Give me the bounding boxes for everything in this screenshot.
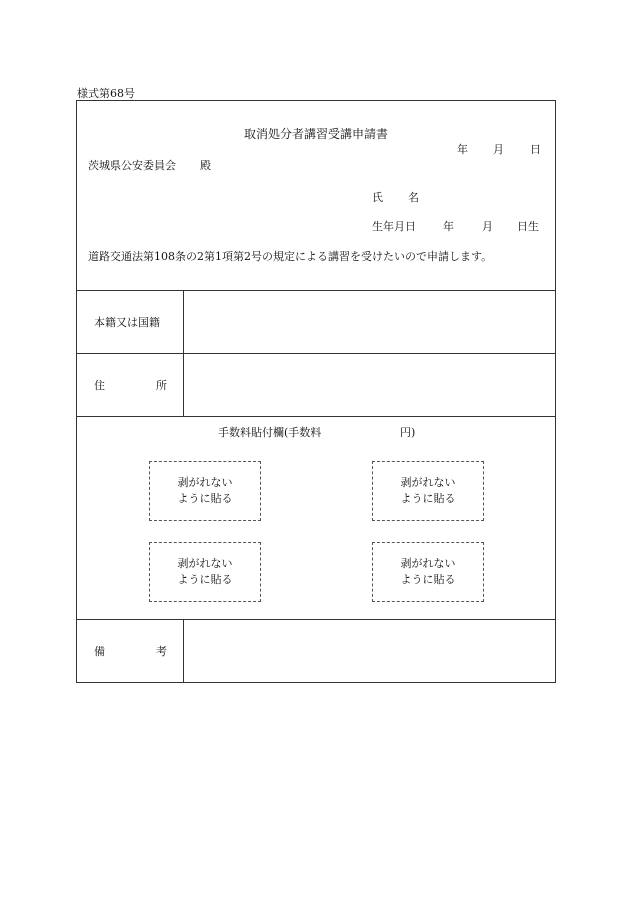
addressee-honorific: 殿 [200,159,211,172]
form-number: 様式第68号 [77,87,135,100]
address-field[interactable] [184,354,556,416]
address-label-2: 所 [156,379,167,392]
stamp-instruction-line2: ように貼る [177,573,233,586]
stamp-instruction-line1: 剥がれない [400,557,456,570]
birth-day-label: 日生 [517,220,539,233]
domicile-label: 本籍又は国籍 [94,316,160,329]
fee-unit: 円) [400,426,416,439]
addressee-name: 茨城県公安委員会 [88,159,176,172]
remarks-label-1: 備 [94,645,105,658]
birth-month-label: 月 [482,220,493,233]
domicile-field[interactable] [184,291,556,353]
remarks-label-2: 考 [156,645,167,658]
date-month-label: 月 [493,143,504,156]
stamp-instruction-line1: 剥がれない [400,476,456,489]
revenue-stamp-box[interactable] [372,542,484,602]
applicant-name-label-2: 名 [408,191,419,204]
stamp-instruction-line2: ように貼る [177,492,233,505]
divider-address [77,416,555,417]
stamp-instruction-line1: 剥がれない [177,557,233,570]
form-title: 取消処分者講習受講申請書 [243,127,388,141]
revenue-stamp-box[interactable] [149,461,261,521]
application-statement: 道路交通法第108条の2第1項第2号の規定による講習を受けたいので申請します。 [88,250,493,263]
revenue-stamp-box[interactable] [149,542,261,602]
applicant-name-label-1: 氏 [372,191,383,204]
birth-date-label: 生年月日 [372,220,416,233]
fee-label: 手数料貼付欄(手数料 [218,426,322,439]
application-form [76,100,556,683]
address-label-1: 住 [94,379,105,392]
birth-year-label: 年 [443,220,454,233]
remarks-field[interactable] [184,620,556,682]
date-day-label: 日 [530,143,541,156]
revenue-stamp-box[interactable] [372,461,484,521]
stamp-instruction-line2: ように貼る [400,573,456,586]
stamp-instruction-line2: ように貼る [400,492,456,505]
stamp-instruction-line1: 剥がれない [177,476,233,489]
date-year-label: 年 [457,143,468,156]
